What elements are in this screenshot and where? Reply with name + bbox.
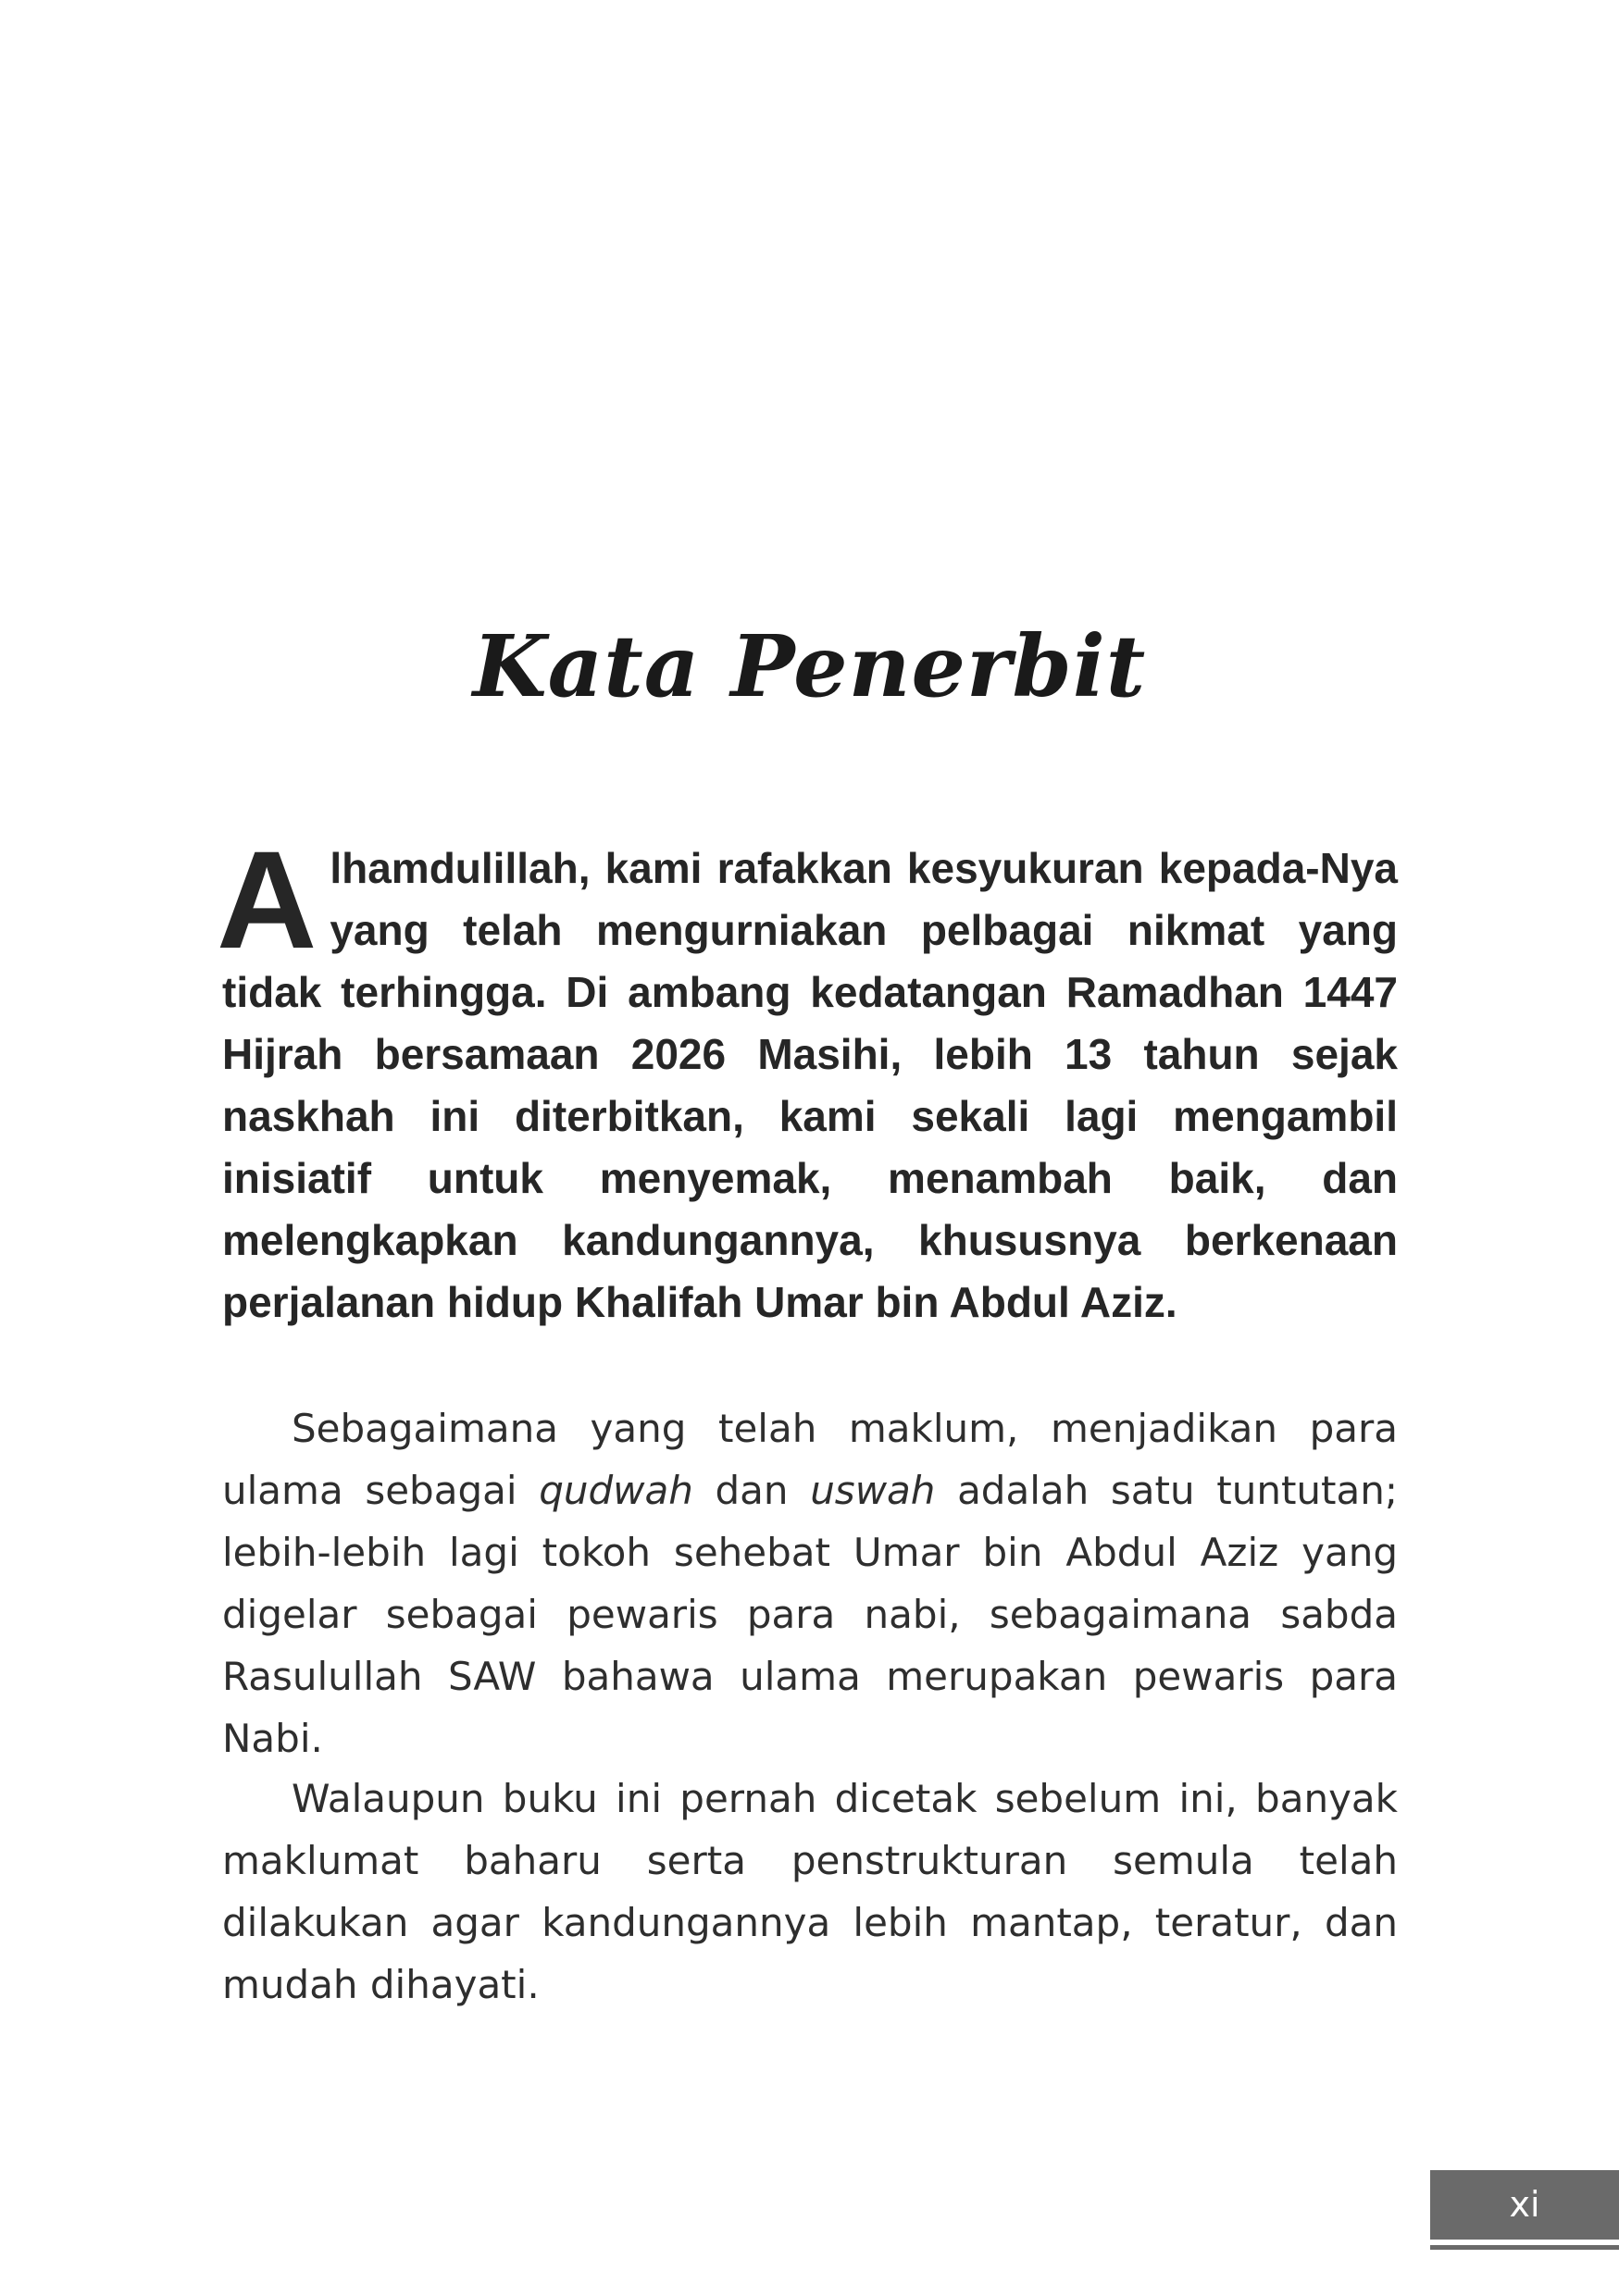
drop-cap: A [217, 822, 318, 977]
body-paragraph-1-part-b: dan [692, 1468, 811, 1513]
page-number-underline [1430, 2245, 1619, 2250]
body-paragraph-1-part-c: adalah satu tuntutan; lebih-lebih lagi tokoh sehebat Umar bin Abdul Aziz yang digelar sebagai pewaris para nabi, sebagaimana sabda Rasulullah SAW bahawa ulama merupakan pewaris para Nabi. [222, 1468, 1399, 1761]
page-number: xi [1430, 2170, 1619, 2240]
italic-term-qudwah: qudwah [539, 1468, 693, 1513]
body-paragraph-1 [222, 1397, 1398, 1769]
page-title: Kata Penerbit [472, 616, 1147, 716]
italic-term-uswah: uswah [810, 1468, 936, 1513]
body-paragraph-2: Walaupun buku ini pernah dicetak sebelum ini, banyak maklumat baharu serta penstrukturan semula telah dilakukan agar kandungannya lebih mantap, teratur, dan mudah dihayati. [222, 1776, 1398, 2007]
body-paragraph-1-part-a: Sebagaimana yang telah maklum, menjadikan para ulama sebagai [222, 1406, 1398, 1513]
lead-paragraph-text: lhamdulillah, kami rafakkan kesyukuran kepada-Nya yang telah mengurniakan pelbagai nikmat yang tidak terhingga. Di ambang kedatangan Ramadhan 1447 Hijrah bersamaan 2026 Masihi, lebih 13 tahun sejak naskhah ini diterbitkan, kami sekali lagi mengambil inisiatif untuk menyemak, menambah baik, dan melengkapkan kandungannya, khususnya berkenaan perjalanan hidup Khalifah Umar bin Abdul Aziz. [222, 844, 1398, 1326]
lead-paragraph [217, 822, 1398, 1334]
